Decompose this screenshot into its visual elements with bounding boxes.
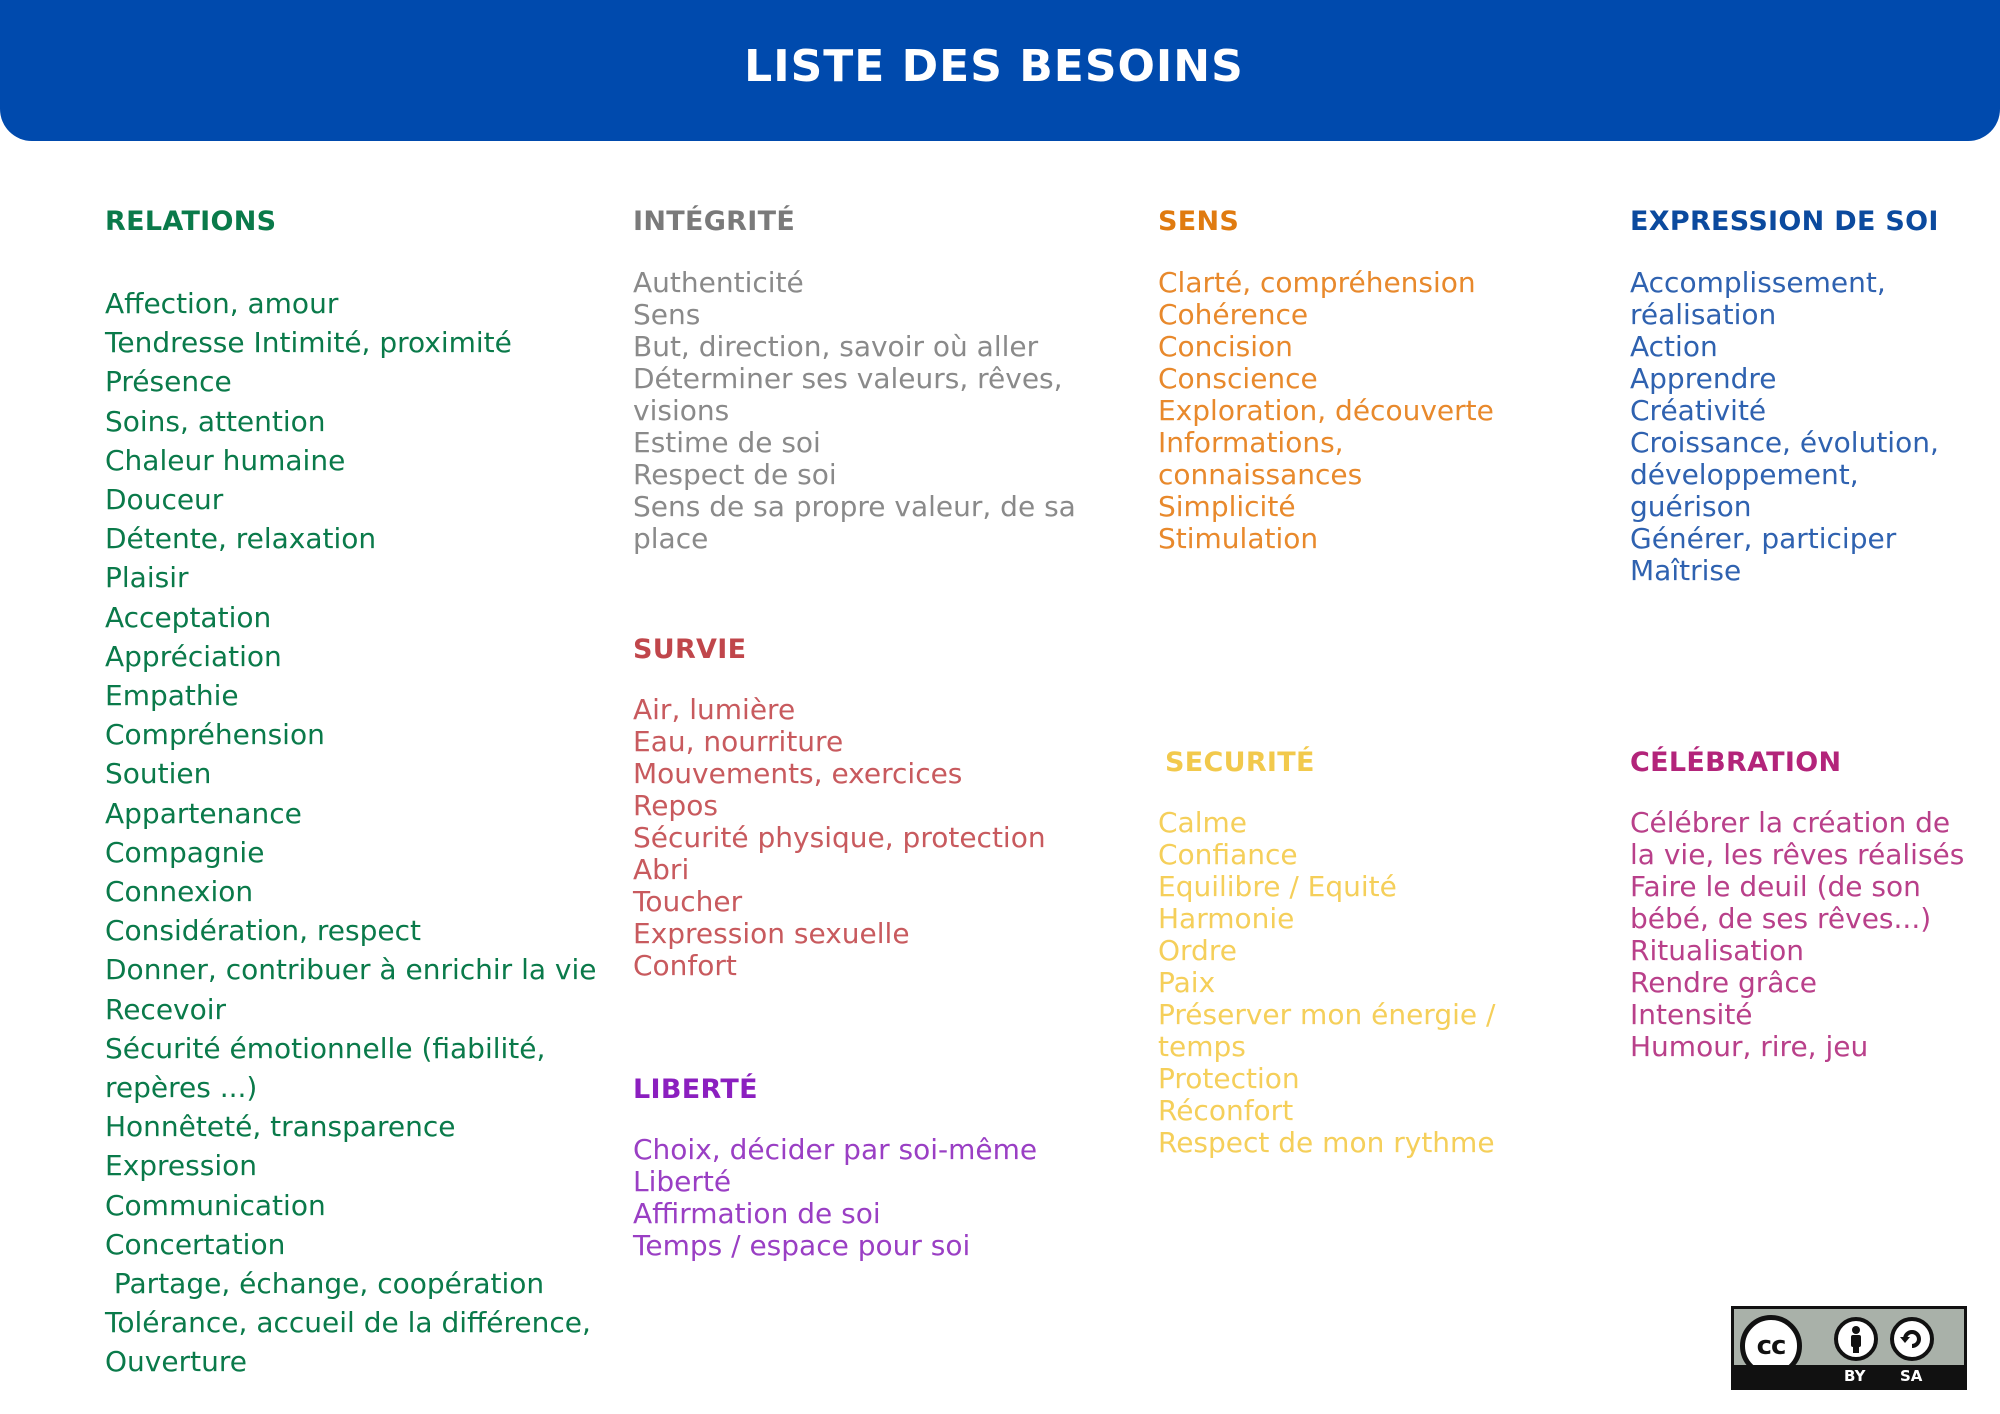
needs-list	[105, 284, 597, 1382]
list-item: Concertation	[105, 1227, 286, 1261]
list-item: Appréciation	[105, 639, 282, 673]
list-item: Appartenance	[105, 796, 302, 830]
list-item: Temps / espace pour soi	[633, 1229, 971, 1262]
list-item: Concision	[1158, 330, 1293, 363]
list-item: Equilibre / Equité	[1158, 870, 1397, 903]
section-securite	[1158, 743, 1525, 1159]
list-item: Tendresse Intimité, proximité	[105, 326, 512, 360]
list-item: Confiance	[1158, 838, 1298, 871]
list-item: Connexion	[105, 875, 254, 909]
needs-list	[1630, 806, 1965, 1063]
list-item: Ordre	[1158, 934, 1237, 967]
section-integrite	[633, 202, 1076, 555]
list-item: réalisation	[1630, 298, 1777, 331]
list-item: Informations,	[1158, 426, 1344, 459]
list-item: Liberté	[633, 1165, 732, 1198]
list-item: Croissance, évolution,	[1630, 426, 1939, 459]
list-item: Intensité	[1630, 998, 1753, 1031]
section-heading: INTÉGRITÉ	[633, 206, 796, 237]
list-item: Tolérance, accueil de la différence,	[105, 1306, 591, 1340]
section-celebration	[1630, 743, 1965, 1063]
list-item: Accomplissement,	[1630, 266, 1886, 299]
section-liberte	[633, 1070, 1073, 1262]
list-item: Expression sexuelle	[633, 917, 910, 950]
needs-list	[1158, 267, 1518, 555]
list-item: Déterminer ses valeurs, rêves,	[633, 362, 1063, 395]
list-item: Recevoir	[105, 992, 227, 1026]
section-survie	[633, 630, 1073, 982]
list-item: Douceur	[105, 483, 224, 517]
list-item: Sens	[633, 298, 701, 331]
list-item: guérison	[1630, 490, 1752, 523]
list-item: Ritualisation	[1630, 934, 1805, 967]
list-item: Maîtrise	[1630, 554, 1742, 587]
list-item: Simplicité	[1158, 490, 1296, 523]
list-item: Honnêteté, transparence	[105, 1110, 456, 1144]
list-item: repères ...)	[105, 1071, 258, 1105]
list-item: Empathie	[105, 679, 239, 713]
list-item: Choix, décider par soi-même	[633, 1133, 1038, 1166]
sa-icon	[1890, 1317, 1934, 1361]
list-item: Paix	[1158, 966, 1216, 999]
page-title: LISTE DES BESOINS	[744, 41, 1244, 92]
list-item: Abri	[633, 853, 690, 886]
list-item: Harmonie	[1158, 902, 1295, 935]
list-item: Repos	[633, 789, 718, 822]
list-item: Toucher	[633, 885, 743, 918]
needs-list	[633, 266, 1076, 555]
list-item: Respect de mon rythme	[1158, 1126, 1495, 1159]
list-item: temps	[1158, 1030, 1246, 1063]
list-item: Ouverture	[105, 1345, 247, 1379]
needs-list	[1630, 267, 1960, 587]
list-item: Estime de soi	[633, 426, 821, 459]
list-item: Action	[1630, 330, 1718, 363]
section-heading: RELATIONS	[105, 206, 277, 237]
list-item: Partage, échange, coopération	[105, 1267, 545, 1301]
list-item: Célébrer la création de	[1630, 806, 1951, 839]
by-icon	[1834, 1317, 1878, 1361]
section-heading: SECURITÉ	[1165, 747, 1315, 778]
list-item: Expression	[105, 1149, 257, 1183]
list-item: Donner, contribuer à enrichir la vie	[105, 953, 597, 987]
section-heading: CÉLÉBRATION	[1630, 747, 1842, 778]
list-item: connaissances	[1158, 458, 1363, 491]
cc-icon: cc	[1740, 1315, 1802, 1377]
list-item: Affirmation de soi	[633, 1197, 881, 1230]
list-item: Stimulation	[1158, 522, 1319, 555]
list-item: Air, lumière	[633, 693, 796, 726]
list-item: Sécurité physique, protection	[633, 821, 1046, 854]
section-heading: SENS	[1158, 206, 1240, 237]
by-label: BY	[1844, 1367, 1866, 1385]
list-item: Eau, nourriture	[633, 725, 844, 758]
list-item: la vie, les rêves réalisés	[1630, 838, 1965, 871]
section-sens	[1158, 202, 1518, 555]
list-item: Créativité	[1630, 394, 1767, 427]
section-heading: EXPRESSION DE SOI	[1630, 206, 1939, 237]
list-item: Respect de soi	[633, 458, 837, 491]
list-item: Confort	[633, 949, 737, 982]
needs-list	[633, 694, 1073, 982]
list-item: Faire le deuil (de son	[1630, 870, 1921, 903]
section-relations	[105, 202, 597, 1382]
list-item: développement,	[1630, 458, 1859, 491]
list-item: Calme	[1158, 806, 1247, 839]
list-item: Exploration, découverte	[1158, 394, 1494, 427]
list-item: Compréhension	[105, 718, 325, 752]
needs-list	[633, 1134, 1073, 1262]
list-item: Considération, respect	[105, 914, 421, 948]
list-item: Soins, attention	[105, 404, 326, 438]
list-item: Réconfort	[1158, 1094, 1294, 1127]
list-item: Générer, participer	[1630, 522, 1897, 555]
list-item: Humour, rire, jeu	[1630, 1030, 1869, 1063]
list-item: Compagnie	[105, 835, 265, 869]
list-item: place	[633, 522, 709, 555]
list-item: Authenticité	[633, 266, 804, 299]
list-item: Présence	[105, 365, 232, 399]
list-item: Préserver mon énergie /	[1158, 998, 1496, 1031]
header-banner	[0, 0, 2000, 141]
list-item: Protection	[1158, 1062, 1300, 1095]
list-item: Plaisir	[105, 561, 189, 595]
list-item: Affection, amour	[105, 287, 339, 320]
section-heading: SURVIE	[633, 634, 747, 665]
section-heading: LIBERTÉ	[633, 1074, 758, 1105]
list-item: Apprendre	[1630, 362, 1777, 395]
section-expression-de-soi	[1630, 202, 1960, 587]
list-item: But, direction, savoir où aller	[633, 330, 1039, 363]
list-item: Sécurité émotionnelle (fiabilité,	[105, 1031, 546, 1065]
needs-list	[1158, 807, 1525, 1159]
list-item: visions	[633, 394, 730, 427]
cc-by-sa-license-badge	[1731, 1306, 1967, 1390]
list-item: Sens de sa propre valeur, de sa	[633, 490, 1076, 523]
list-item: Clarté, compréhension	[1158, 266, 1476, 299]
list-item: Mouvements, exercices	[633, 757, 963, 790]
list-item: Acceptation	[105, 600, 272, 634]
list-item: Soutien	[105, 757, 212, 791]
list-item: Rendre grâce	[1630, 966, 1818, 999]
list-item: Cohérence	[1158, 298, 1309, 331]
list-item: Conscience	[1158, 362, 1318, 395]
list-item: Détente, relaxation	[105, 522, 377, 556]
list-item: bébé, de ses rêves...)	[1630, 902, 1932, 935]
list-item: Chaleur humaine	[105, 443, 346, 477]
list-item: Communication	[105, 1188, 326, 1222]
sa-label: SA	[1900, 1367, 1923, 1385]
